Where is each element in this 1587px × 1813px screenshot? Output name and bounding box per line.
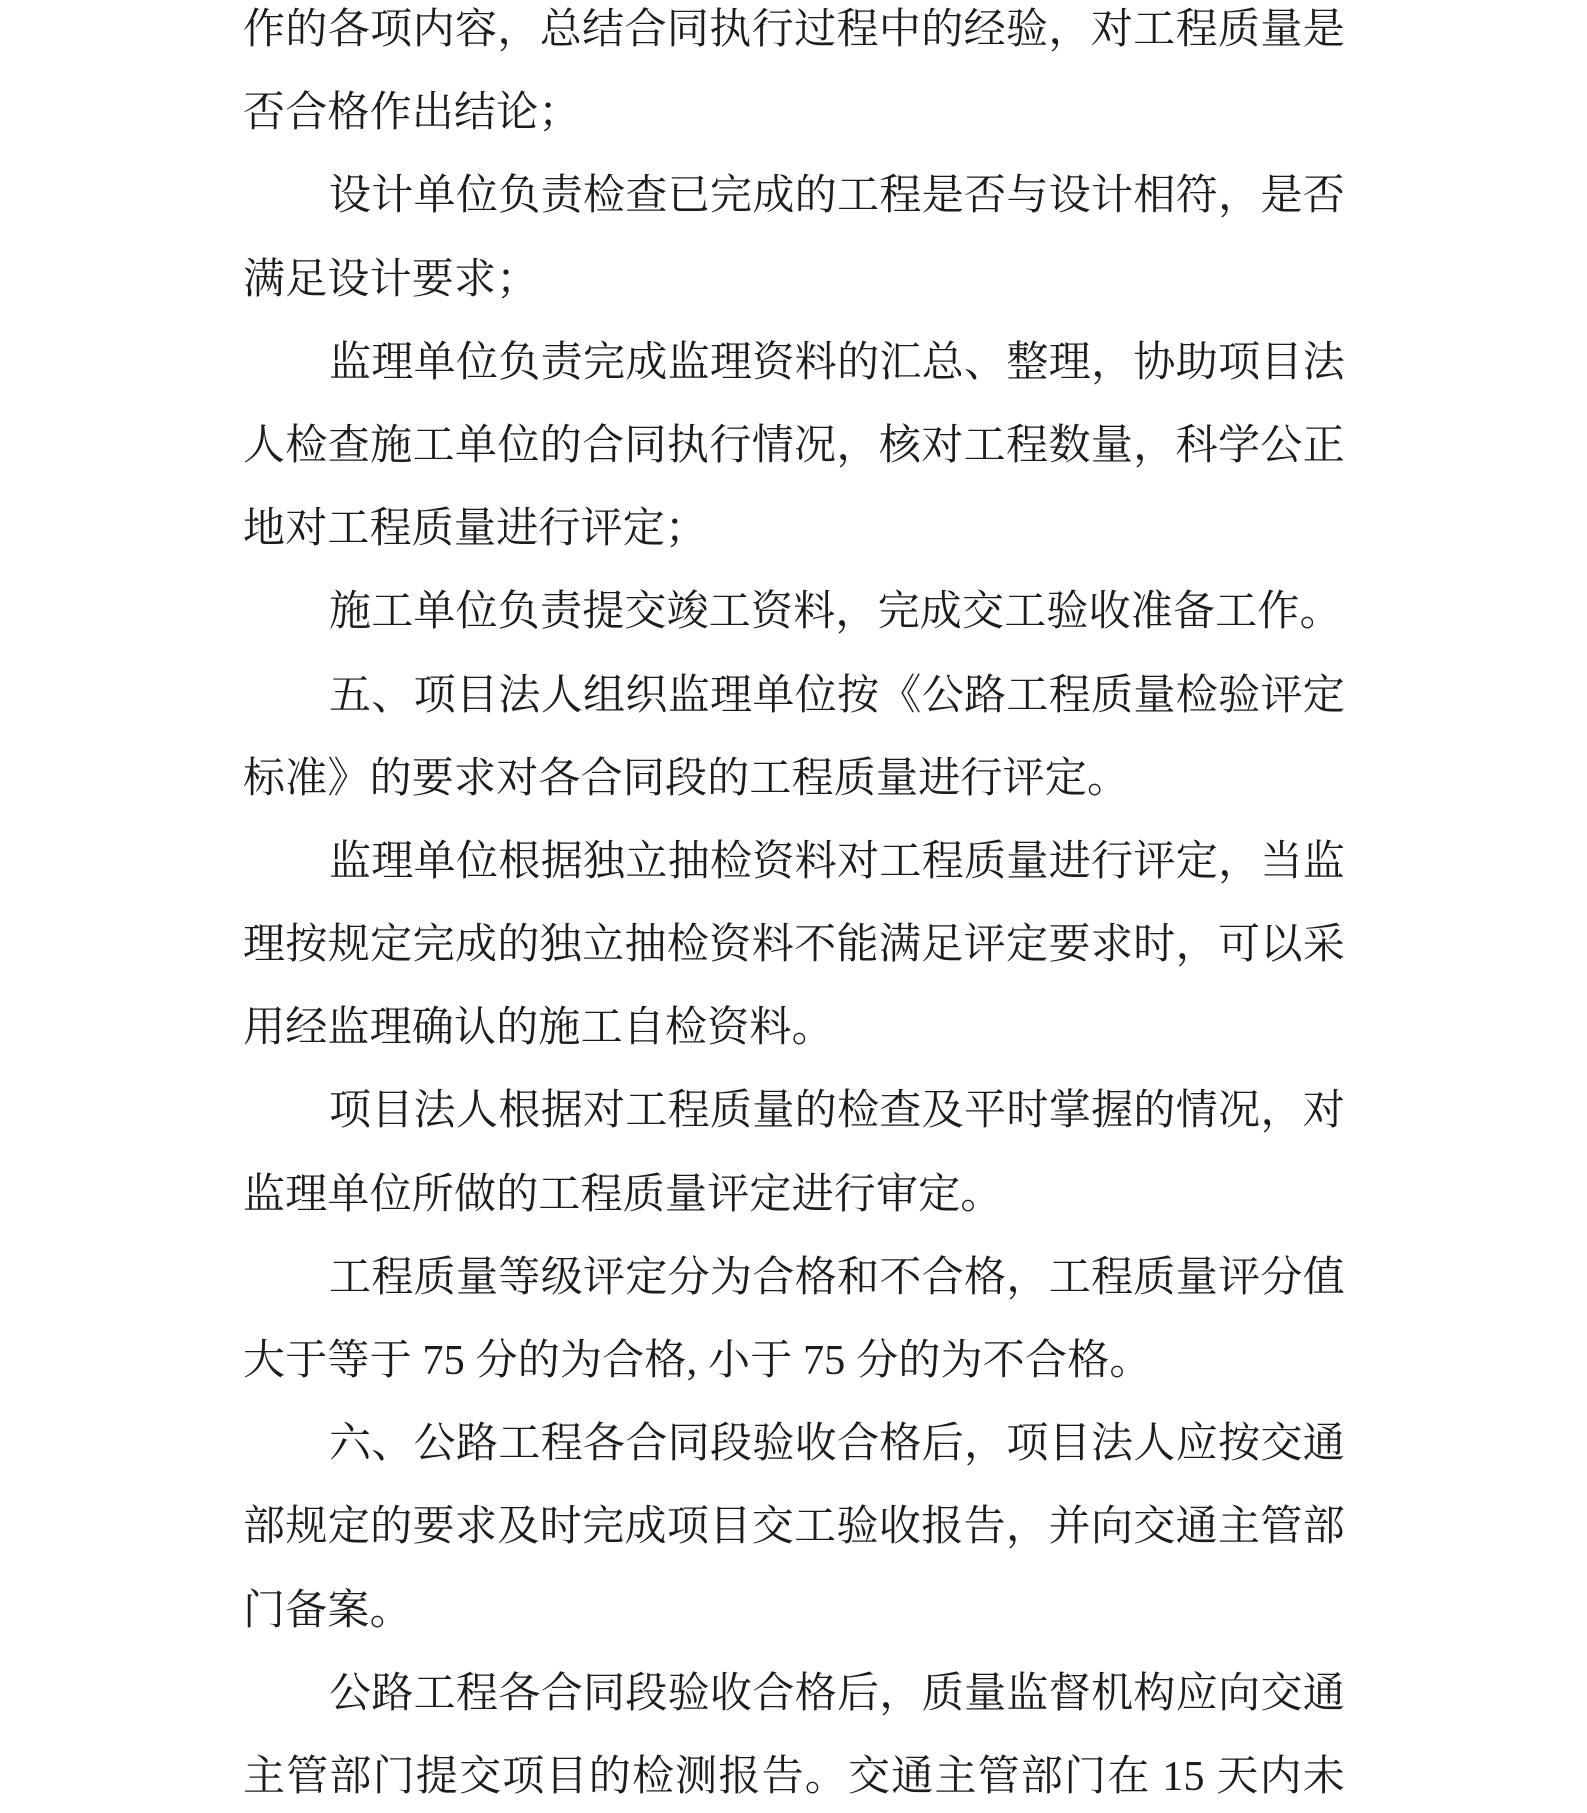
- document-line: 工程质量等级评定分为合格和不合格，工程质量评分值: [329, 1254, 1345, 1301]
- document-line: 五、项目法人组织监理单位按《公路工程质量检验评定: [329, 672, 1345, 719]
- document-line: 监理单位负责完成监理资料的汇总、整理，协助项目法: [329, 339, 1345, 386]
- document-line: 设计单位负责检查已完成的工程是否与设计相符，是否: [329, 173, 1345, 220]
- document-line: 公路工程各合同段验收合格后，质量监督机构应向交通: [329, 1670, 1345, 1717]
- document-line: 项目法人根据对工程质量的检查及平时掌握的情况，对: [329, 1088, 1345, 1135]
- document-line: 地对工程质量进行评定；: [243, 506, 708, 553]
- document-line: 作的各项内容，总结合同执行过程中的经验，对工程质量是: [243, 7, 1345, 53]
- document-line: 六、公路工程各合同段验收合格后，项目法人应按交通: [329, 1421, 1345, 1468]
- document-line: 施工单位负责提交竣工资料，完成交工验收准备工作。: [329, 589, 1342, 636]
- document-line: 监理单位所做的工程质量评定进行审定。: [243, 1171, 1003, 1218]
- document-line: 主管部门提交项目的检测报告。交通主管部门在 15 天内未: [243, 1753, 1345, 1800]
- document-line: 理按规定完成的独立抽检资料不能满足评定要求时，可以采: [243, 922, 1345, 969]
- document-line: 用经监理确认的施工自检资料。: [243, 1005, 834, 1052]
- document-line: 否合格作出结论；: [243, 90, 581, 137]
- document-line: 人检查施工单位的合同执行情况，核对工程数量，科学公正: [243, 422, 1345, 469]
- document-line: 满足设计要求；: [243, 256, 539, 303]
- document-text-block: [243, 0, 1345, 1813]
- document-line: 部规定的要求及时完成项目交工验收报告，并向交通主管部: [243, 1504, 1345, 1551]
- document-line: 监理单位根据独立抽检资料对工程质量进行评定，当监: [329, 838, 1345, 885]
- document-line: 门备案。: [243, 1587, 412, 1634]
- document-line: 大于等于 75 分的为合格, 小于 75 分的为不合格。: [243, 1338, 1152, 1384]
- document-line: 标准》的要求对各合同段的工程质量进行评定。: [243, 755, 1130, 802]
